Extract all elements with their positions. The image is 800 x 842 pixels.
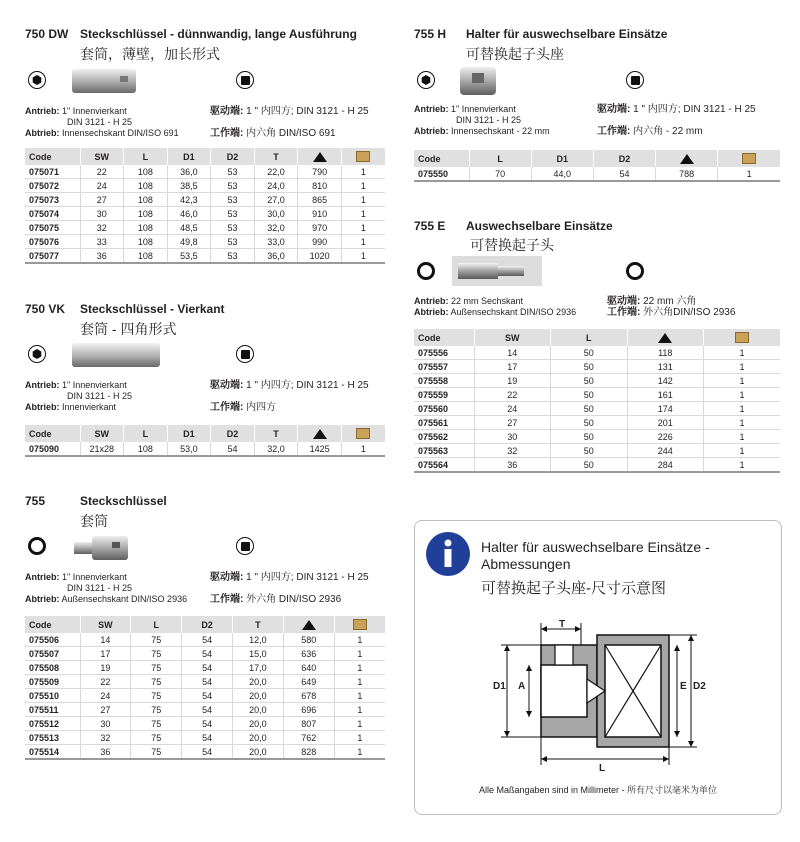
col-t: T — [254, 148, 298, 165]
table-row: 075072 24 108 38,5 53 24,0 810 1 — [25, 179, 385, 193]
weight-icon — [627, 329, 704, 346]
section-755-spec-right: 驱动端: 1 " 内四方; DIN 3121 - H 25 工作端: 外六角 DIN/ISO 2936 — [210, 572, 369, 605]
dim-label-e: E — [680, 681, 687, 692]
col-l: L — [469, 150, 531, 167]
col-d2: D2 — [211, 425, 255, 442]
table-row: 075563 32 50 244 1 — [414, 444, 780, 458]
table-row: 075560 24 50 174 1 — [414, 402, 780, 416]
col-d2: D2 — [211, 148, 255, 165]
holder-dimension-diagram — [493, 617, 713, 767]
square-drive-icon — [626, 71, 644, 89]
dimension-info-box — [414, 520, 782, 815]
bit-image — [452, 256, 542, 286]
section-vk-spec-left: Antrieb: 1" Innenvierkant DIN 3121 - H 25 Abtrieb: Innenvierkant — [25, 380, 133, 412]
table-row: 075556 14 50 118 1 — [414, 346, 780, 360]
section-e-title: Auswechselbare Einsätze — [466, 219, 613, 233]
section-h-spec-left: Antrieb: 1" Innenvierkant DIN 3121 - H 25 Abtrieb: Innensechskant - 22 mm — [414, 104, 550, 136]
weight-icon — [298, 148, 342, 165]
col-d2: D2 — [182, 616, 233, 633]
package-icon — [334, 616, 385, 633]
col-t: T — [254, 425, 298, 442]
hex-drive-icon — [28, 345, 46, 363]
dim-label-d1: D1 — [493, 681, 506, 692]
col-t: T — [232, 616, 283, 633]
socket-short-image — [72, 532, 132, 564]
section-h-title: Halter für auswechselbare Einsätze — [466, 27, 668, 41]
section-e-spec-left: Antrieb: 22 mm Sechskant Abtrieb: Außensechskant DIN/ISO 2936 — [414, 296, 577, 317]
table-row: 075077 36 108 53,5 53 36,0 1020 1 — [25, 249, 385, 264]
table-row: 075557 17 50 131 1 — [414, 360, 780, 374]
table-h — [414, 150, 780, 182]
info-title-cn: 可替换起子头座-尺寸示意图 — [481, 580, 666, 597]
col-code: Code — [414, 329, 474, 346]
table-row: 075507 17 75 54 15,0 636 1 — [25, 647, 385, 661]
dim-label-l: L — [599, 763, 606, 774]
table-row: 075074 30 108 46,0 53 30,0 910 1 — [25, 207, 385, 221]
col-d1: D1 — [531, 150, 593, 167]
table-row: 075509 22 75 54 20,0 649 1 — [25, 675, 385, 689]
col-l: L — [131, 616, 182, 633]
table-row: 075076 33 108 49,8 53 33,0 990 1 — [25, 235, 385, 249]
col-sw: SW — [474, 329, 551, 346]
package-icon — [718, 150, 780, 167]
weight-icon — [656, 150, 718, 167]
hex-drive-icon — [28, 71, 46, 89]
hex-outer-icon — [626, 262, 644, 280]
table-755 — [25, 616, 385, 760]
dim-label-t: T — [559, 619, 566, 630]
section-dw-title: Steckschlüssel - dünnwandig, lange Ausführung — [80, 27, 357, 41]
table-row: 075508 19 75 54 17,0 640 1 — [25, 661, 385, 675]
socket-long-image — [70, 66, 140, 96]
section-dw-cn-title: 套筒，薄壁，加长形式 — [80, 46, 220, 62]
section-dw-spec-right: 驱动端: 1 " 内四方; DIN 3121 - H 25 工作端: 内六角 DIN/ISO 691 — [210, 106, 369, 139]
table-row: 075090 21x28 108 53,0 54 32,0 1425 1 — [25, 442, 385, 456]
table-row: 075550 70 44,0 54 788 1 — [414, 167, 780, 181]
table-row: 075071 22 108 36,0 53 22,0 790 1 — [25, 165, 385, 179]
table-row: 075512 30 75 54 20,0 807 1 — [25, 717, 385, 731]
col-sw: SW — [80, 616, 131, 633]
section-e-code: 755 E — [414, 219, 446, 233]
holder-image — [458, 64, 498, 98]
table-row: 075559 22 50 161 1 — [414, 388, 780, 402]
section-755-spec-left: Antrieb: 1" Innenvierkant DIN 3121 - H 25 Abtrieb: Außensechskant DIN/ISO 2936 — [25, 572, 188, 604]
dim-label-a: A — [518, 681, 526, 692]
table-row: 075506 14 75 54 12,0 580 1 — [25, 633, 385, 647]
col-l: L — [551, 329, 628, 346]
col-sw: SW — [80, 148, 124, 165]
section-vk-cn-title: 套筒 - 四角形式 — [80, 321, 177, 337]
table-row: 075511 27 75 54 20,0 696 1 — [25, 703, 385, 717]
info-title-de: Halter für auswechselbare Einsätze - Abmessungen — [481, 539, 710, 572]
table-row: 075561 27 50 201 1 — [414, 416, 780, 430]
socket-square-image — [70, 340, 165, 370]
table-e — [414, 329, 780, 473]
col-code: Code — [414, 150, 469, 167]
package-icon — [341, 425, 385, 442]
section-e-cn-title: 可替换起子头 — [470, 237, 554, 253]
hex-drive-icon — [417, 71, 435, 89]
section-h-spec-right: 驱动端: 1 " 内四方; DIN 3121 - H 25 工作端: 内六角 - 22 mm — [597, 104, 756, 137]
section-vk-title: Steckschlüssel - Vierkant — [80, 302, 225, 316]
square-drive-icon — [236, 71, 254, 89]
dim-label-d2: D2 — [693, 681, 706, 692]
table-row: 075513 32 75 54 20,0 762 1 — [25, 731, 385, 745]
table-row: 075510 24 75 54 20,0 678 1 — [25, 689, 385, 703]
col-code: Code — [25, 425, 80, 442]
hex-outer-icon — [28, 537, 46, 555]
hex-outer-icon — [417, 262, 435, 280]
col-l: L — [124, 425, 168, 442]
section-vk-code: 750 VK — [25, 302, 66, 316]
section-755-code: 755 — [25, 494, 46, 508]
section-755-cn-title: 套筒 — [80, 513, 108, 529]
col-l: L — [124, 148, 168, 165]
package-icon — [341, 148, 385, 165]
package-icon — [704, 329, 781, 346]
square-drive-icon — [236, 345, 254, 363]
section-dw-spec-left: Antrieb: 1" Innenvierkant DIN 3121 - H 25 Abtrieb: Innensechskant DIN/ISO 691 — [25, 106, 179, 138]
info-footer: Alle Maßangaben sind in Millimeter - 所有尺寸以毫米为单位 — [478, 785, 718, 795]
table-row: 075075 32 108 48,5 53 32,0 970 1 — [25, 221, 385, 235]
col-d1: D1 — [167, 425, 211, 442]
section-755-title: Steckschlüssel — [80, 494, 167, 508]
col-code: Code — [25, 148, 80, 165]
col-sw: SW — [80, 425, 124, 442]
square-drive-icon — [236, 537, 254, 555]
section-dw-code: 750 DW — [25, 27, 69, 41]
col-code: Code — [25, 616, 80, 633]
weight-icon — [298, 425, 342, 442]
info-icon — [425, 531, 471, 577]
table-row: 075514 36 75 54 20,0 828 1 — [25, 745, 385, 760]
section-h-cn-title: 可替换起子头座 — [466, 46, 564, 62]
table-row: 075558 19 50 142 1 — [414, 374, 780, 388]
section-vk-spec-right: 驱动端: 1 " 内四方; DIN 3121 - H 25 工作端: 内四方 — [210, 380, 369, 413]
weight-icon — [283, 616, 334, 633]
table-row: 075562 30 50 226 1 — [414, 430, 780, 444]
section-h-code: 755 H — [414, 27, 447, 41]
col-d2: D2 — [593, 150, 655, 167]
table-row: 075564 36 50 284 1 — [414, 458, 780, 473]
section-e-spec-right: 驱动端: 22 mm 六角 工作端: 外六角DIN/ISO 2936 — [607, 296, 736, 318]
table-dw — [25, 148, 385, 264]
table-vk — [25, 425, 385, 457]
col-d1: D1 — [167, 148, 211, 165]
table-row: 075073 27 108 42,3 53 27,0 865 1 — [25, 193, 385, 207]
